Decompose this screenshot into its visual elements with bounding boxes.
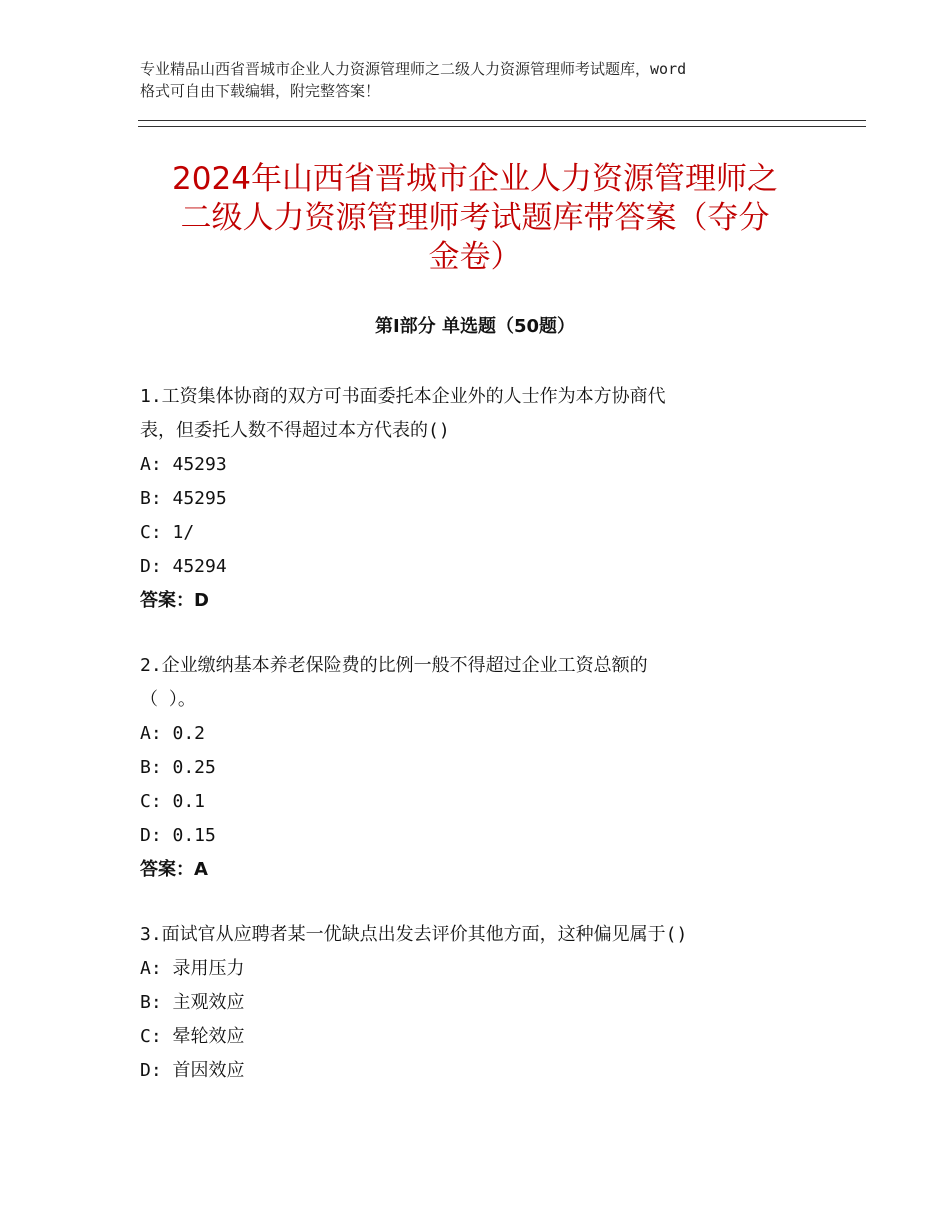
option-b: B: 0.25 — [140, 757, 216, 778]
option-c: C: 晕轮效应 — [140, 1026, 245, 1047]
header-note-line-2: 格式可自由下载编辑，附完整答案！ — [140, 82, 381, 100]
header-divider — [138, 120, 866, 127]
document-title-line-2: 二级人力资源管理师考试题库带答案（夺分 — [180, 200, 770, 236]
option-a: A: 0.2 — [140, 723, 206, 744]
question-1 — [140, 380, 820, 618]
question-list — [140, 380, 820, 1119]
option-d: D: 45294 — [140, 556, 227, 577]
option-a: A: 45293 — [140, 454, 227, 475]
question-stem-line: 3.面试官从应聘者某一优缺点出发去评价其他方面，这种偏见属于() — [140, 924, 688, 945]
option-c: C: 1/ — [140, 522, 195, 543]
option-a: A: 录用压力 — [140, 958, 245, 979]
question-stem-line: 表，但委托人数不得超过本方代表的() — [140, 420, 450, 441]
header-note — [140, 58, 830, 102]
question-stem-line: 2.企业缴纳基本养老保险费的比例一般不得超过企业工资总额的 — [140, 655, 648, 676]
document-title — [110, 160, 840, 277]
option-d: D: 0.15 — [140, 825, 216, 846]
document-title-line-3: 金卷） — [428, 239, 522, 275]
option-c: C: 0.1 — [140, 791, 206, 812]
header-note-line-1: 专业精品山西省晋城市企业人力资源管理师之二级人力资源管理师考试题库，word — [140, 60, 687, 78]
question-2 — [140, 649, 820, 887]
section-heading: 第Ⅰ部分 单选题（50题） — [374, 316, 575, 337]
answer-label: 答案：D — [140, 590, 209, 611]
question-stem-line: （ ）。 — [140, 689, 196, 710]
answer-label: 答案：A — [140, 859, 208, 880]
option-d: D: 首因效应 — [140, 1060, 245, 1081]
question-stem-line: 1.工资集体协商的双方可书面委托本企业外的人士作为本方协商代 — [140, 386, 666, 407]
option-b: B: 主观效应 — [140, 992, 245, 1013]
document-title-line-1: 2024年山西省晋城市企业人力资源管理师之 — [172, 161, 778, 197]
question-3 — [140, 918, 820, 1088]
option-b: B: 45295 — [140, 488, 227, 509]
